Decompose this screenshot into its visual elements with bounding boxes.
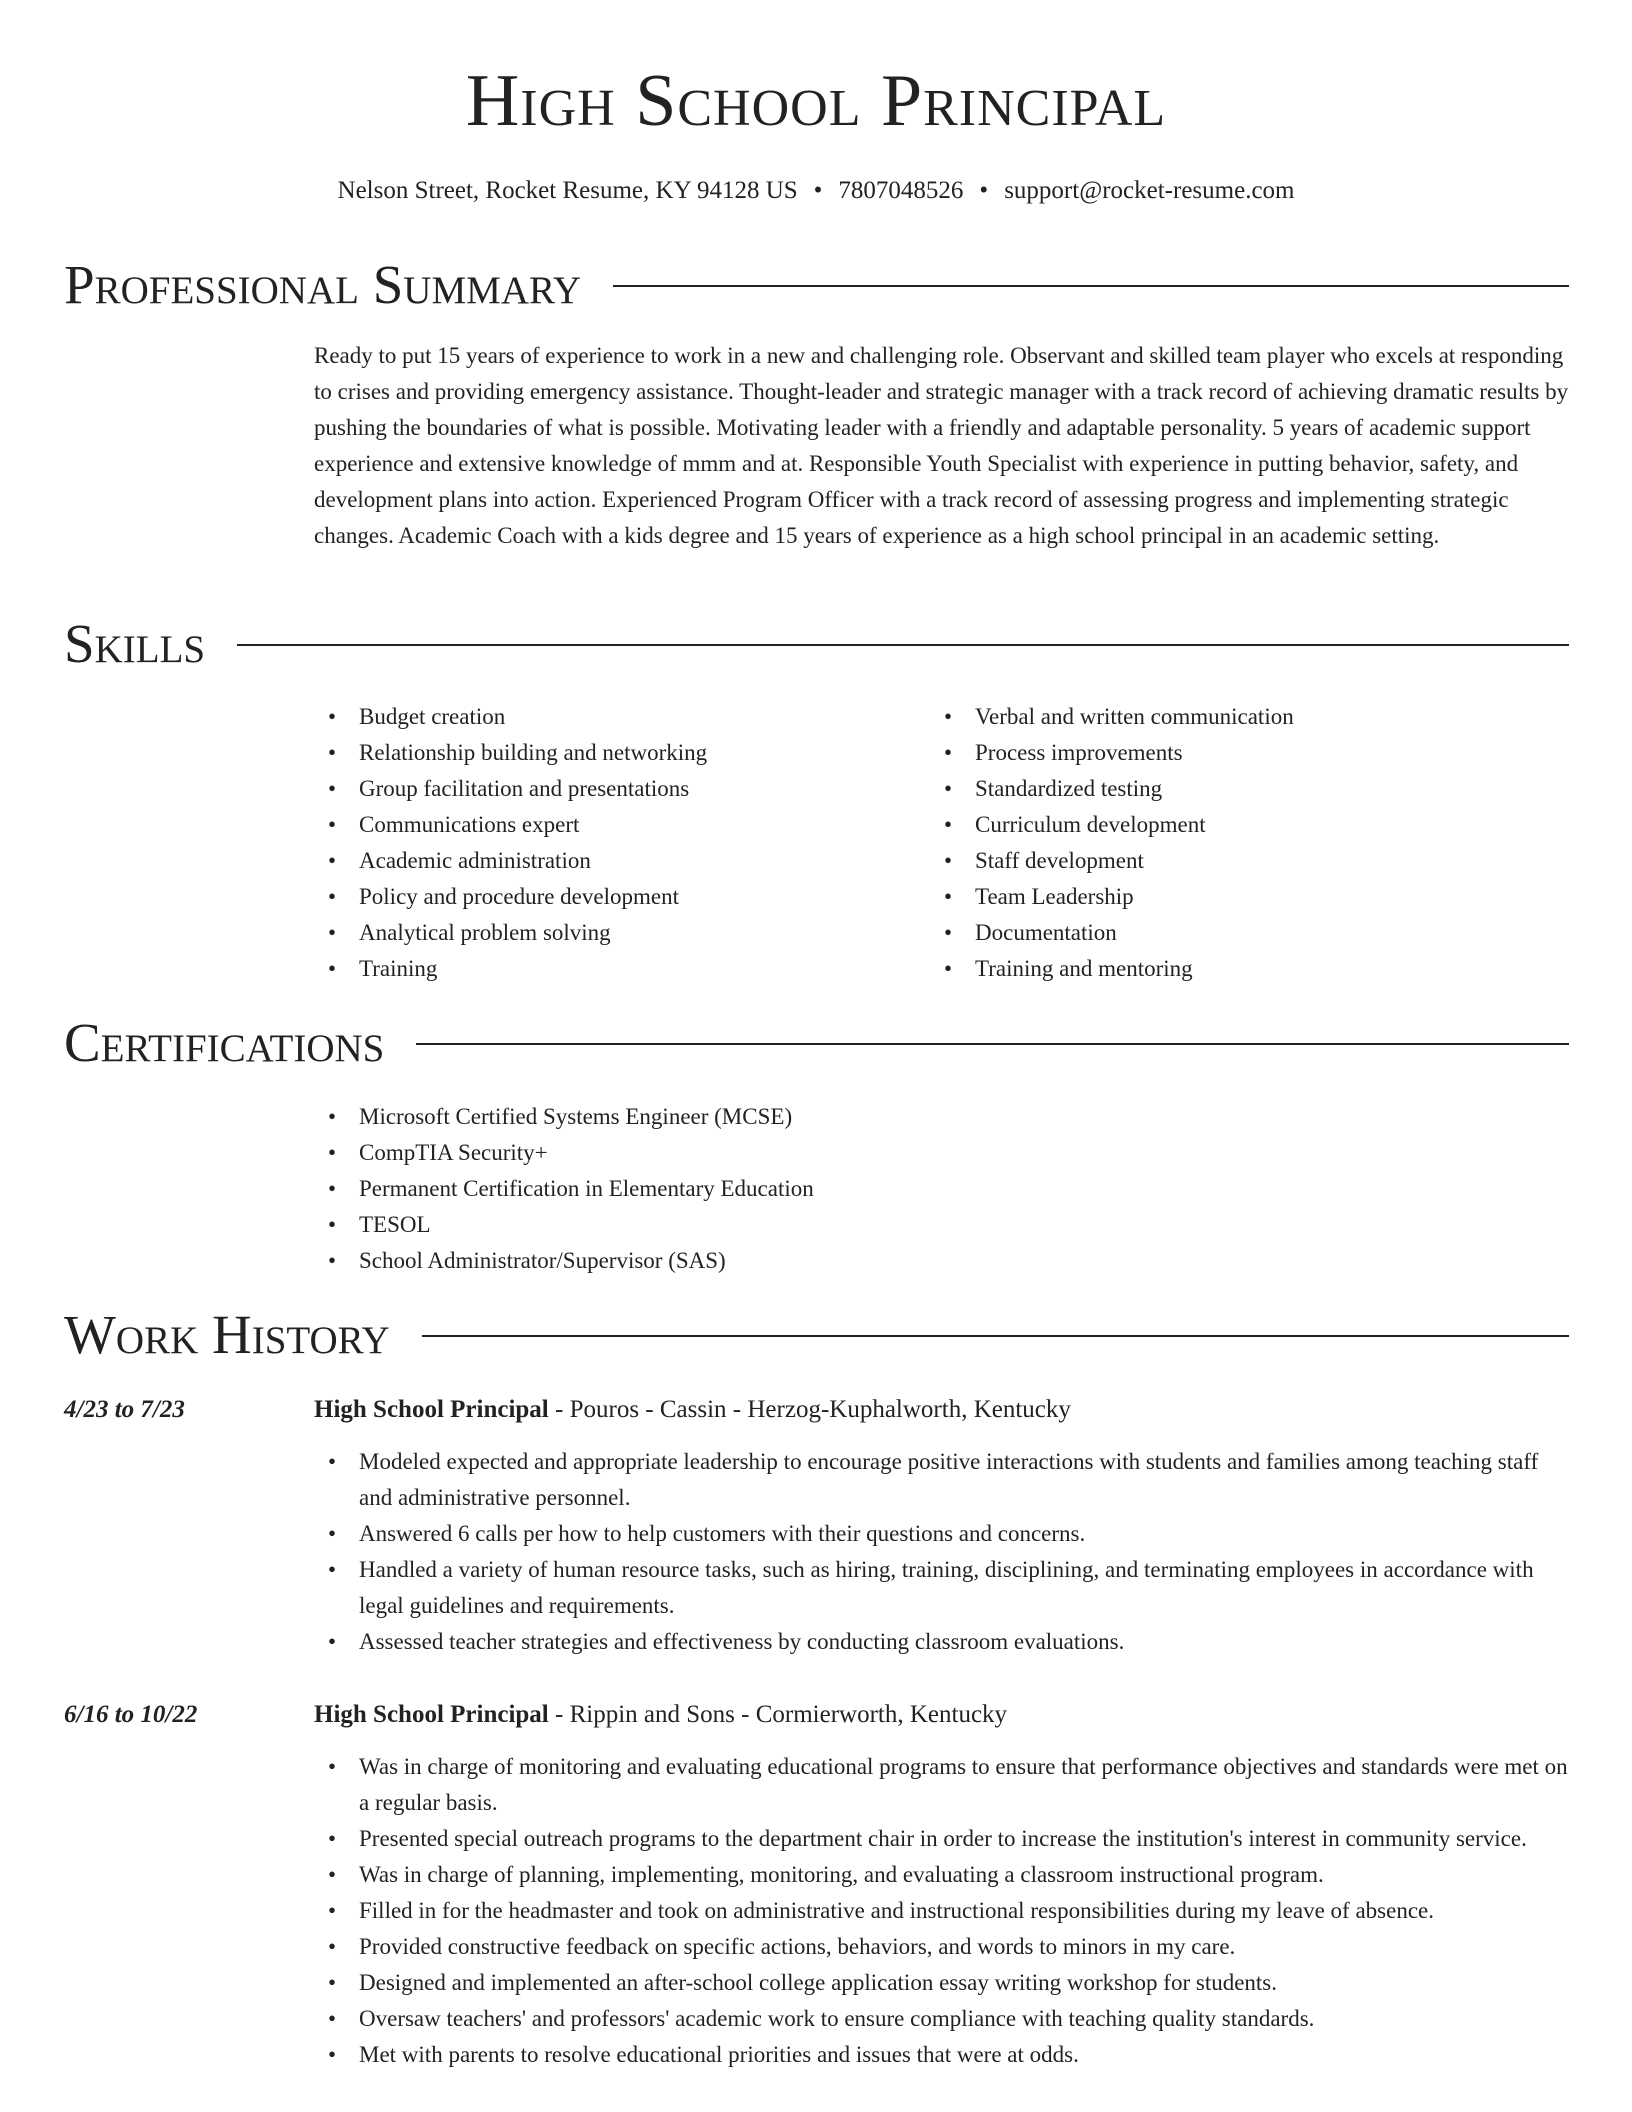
skill-item-text: Training and mentoring xyxy=(975,956,1193,981)
bullet-marker: • xyxy=(328,956,337,981)
skill-item xyxy=(314,915,914,951)
bullet-marker: • xyxy=(328,1212,337,1237)
bullet-marker: • xyxy=(944,848,953,873)
certification-item-text: Microsoft Certified Systems Engineer (MCSE) xyxy=(359,1104,793,1129)
certification-item-text: TESOL xyxy=(359,1212,431,1237)
skill-item-text: Standardized testing xyxy=(975,776,1163,801)
bullet-marker: • xyxy=(328,848,337,873)
job-heading xyxy=(314,1392,1569,1428)
job-bullet xyxy=(314,1516,1569,1552)
bullet-marker: • xyxy=(328,1934,337,1959)
skill-item-text: Academic administration xyxy=(359,848,591,873)
separator-1: • xyxy=(813,177,823,204)
job-bullet xyxy=(314,1624,1569,1660)
certification-item xyxy=(314,1099,1569,1135)
job-bullet-text: Was in charge of monitoring and evaluating educational programs to ensure that performance objectives and standards were met on a regular basis. xyxy=(359,1754,1568,1815)
section-divider xyxy=(237,644,1569,646)
skills-section-header xyxy=(64,611,1569,677)
job-bullet xyxy=(314,1821,1569,1857)
skill-item-text: Staff development xyxy=(975,848,1144,873)
bullet-marker: • xyxy=(944,920,953,945)
bullet-marker: • xyxy=(328,2042,337,2067)
job-bullet-text: Answered 6 calls per how to help customers with their questions and concerns. xyxy=(359,1521,1086,1546)
job-bullet xyxy=(314,1857,1569,1893)
job-bullet xyxy=(314,1552,1569,1624)
skill-item-text: Team Leadership xyxy=(975,884,1134,909)
bullet-marker: • xyxy=(328,1898,337,1923)
bullet-marker: • xyxy=(944,884,953,909)
job-bullet-text: Handled a variety of human resource tasks, such as hiring, training, disciplining, and terminating employees in accordance with legal guidelines and requirements. xyxy=(359,1557,1534,1618)
certification-item-text: School Administrator/Supervisor (SAS) xyxy=(359,1248,726,1273)
job-employer: - Rippin and Sons - Cormierworth, Kentucky xyxy=(548,1701,1008,1728)
job-bullet-text: Was in charge of planning, implementing, monitoring, and evaluating a classroom instructional program. xyxy=(359,1862,1324,1887)
skill-item xyxy=(314,951,914,987)
skill-item xyxy=(930,915,1570,951)
certification-item xyxy=(314,1207,1569,1243)
certification-item-text: CompTIA Security+ xyxy=(359,1140,548,1165)
section-divider xyxy=(613,285,1569,287)
job-bullet-text: Oversaw teachers' and professors' academic work to ensure compliance with teaching quality standards. xyxy=(359,2006,1315,2031)
skill-item xyxy=(314,699,914,735)
bullet-marker: • xyxy=(328,1140,337,1165)
bullet-marker: • xyxy=(328,776,337,801)
work-section-header xyxy=(64,1302,1569,1368)
certification-item xyxy=(314,1243,1569,1279)
job-bullets xyxy=(314,1749,1569,2073)
bullet-marker: • xyxy=(328,704,337,729)
skill-item xyxy=(930,843,1570,879)
address: Nelson Street, Rocket Resume, KY 94128 US xyxy=(337,177,798,204)
job-bullet xyxy=(314,2001,1569,2037)
skill-item-text: Verbal and written communication xyxy=(975,704,1294,729)
skill-item xyxy=(314,771,914,807)
skill-item xyxy=(930,807,1570,843)
email: support@rocket-resume.com xyxy=(1004,177,1295,204)
skills-list-left xyxy=(314,699,914,987)
job-employer: - Pouros - Cassin - Herzog-Kuphalworth, Kentucky xyxy=(548,1396,1071,1423)
bullet-marker: • xyxy=(328,1557,337,1582)
job-title: High School Principal xyxy=(314,1701,549,1728)
bullet-marker: • xyxy=(328,1521,337,1546)
skills-title: Skills xyxy=(64,613,206,674)
bullet-marker: • xyxy=(944,704,953,729)
certification-item xyxy=(314,1135,1569,1171)
skills-list-right xyxy=(930,699,1570,987)
work-title: Work History xyxy=(64,1304,390,1365)
bullet-marker: • xyxy=(328,1449,337,1474)
job-bullet-text: Provided constructive feedback on specific actions, behaviors, and words to minors in my care. xyxy=(359,1934,1236,1959)
certifications-list xyxy=(314,1099,1569,1279)
skill-item-text: Documentation xyxy=(975,920,1117,945)
section-divider xyxy=(422,1335,1569,1337)
job-bullet xyxy=(314,1965,1569,2001)
skill-item-text: Relationship building and networking xyxy=(359,740,708,765)
skill-item xyxy=(930,951,1570,987)
skill-item-text: Analytical problem solving xyxy=(359,920,611,945)
job-bullet-text: Designed and implemented an after-school college application essay writing workshop for students. xyxy=(359,1970,1278,1995)
bullet-marker: • xyxy=(328,1104,337,1129)
bullet-marker: • xyxy=(328,1629,337,1654)
bullet-marker: • xyxy=(944,740,953,765)
skill-item xyxy=(930,699,1570,735)
summary-title: Professional Summary xyxy=(64,254,582,315)
summary-section-header xyxy=(64,252,1569,318)
phone: 7807048526 xyxy=(838,177,964,204)
bullet-marker: • xyxy=(328,1754,337,1779)
skill-item-text: Group facilitation and presentations xyxy=(359,776,690,801)
job-bullet-text: Filled in for the headmaster and took on administrative and instructional responsibilities during my leave of absence. xyxy=(359,1898,1434,1923)
resume-name: High School Principal xyxy=(465,60,1167,142)
summary-text: Ready to put 15 years of experience to work in a new and challenging role. Observant and skilled team player who excels at responding to crises and providing emergency assistance. Thought-leader and strategic manager with a track record of achieving dramatic results by pushing the boundaries of what is possible. Motivating leader with a friendly and adaptable personality. 5 years of academic support experience and extensive knowledge of mmm and at. Responsible Youth Specialist with experience in putting behavior, safety, and development plans into action. Experienced Program Officer with a track record of assessing progress and implementing strategic changes. Academic Coach with a kids degree and 15 years of experience as a high school principal in an academic setting. xyxy=(314,343,1569,548)
section-divider xyxy=(416,1043,1569,1045)
bullet-marker: • xyxy=(328,1826,337,1851)
job-bullet-text: Modeled expected and appropriate leadership to encourage positive interactions with students and families among teaching staff and administrative personnel. xyxy=(359,1449,1539,1510)
job-bullet xyxy=(314,1749,1569,1821)
bullet-marker: • xyxy=(328,1176,337,1201)
job-dates: 4/23 to 7/23 xyxy=(64,1396,185,1423)
bullet-marker: • xyxy=(328,740,337,765)
certifications-section-header xyxy=(64,1010,1569,1076)
skill-item-text: Process improvements xyxy=(975,740,1183,765)
certifications-title: Certifications xyxy=(64,1012,385,1073)
certification-item xyxy=(314,1171,1569,1207)
skill-item xyxy=(314,879,914,915)
job-bullet xyxy=(314,1929,1569,1965)
bullet-marker: • xyxy=(944,812,953,837)
job-bullet-text: Assessed teacher strategies and effectiveness by conducting classroom evaluations. xyxy=(359,1629,1125,1654)
skill-item-text: Curriculum development xyxy=(975,812,1206,837)
certification-item-text: Permanent Certification in Elementary Education xyxy=(359,1176,814,1201)
skill-item-text: Communications expert xyxy=(359,812,580,837)
job-dates: 6/16 to 10/22 xyxy=(64,1701,198,1728)
job-bullet xyxy=(314,2037,1569,2073)
skill-item xyxy=(930,879,1570,915)
job-bullets xyxy=(314,1444,1569,1660)
job-bullet-text: Met with parents to resolve educational priorities and issues that were at odds. xyxy=(359,2042,1079,2067)
bullet-marker: • xyxy=(944,956,953,981)
skill-item-text: Training xyxy=(359,956,438,981)
job-bullet-text: Presented special outreach programs to the department chair in order to increase the institution's interest in community service. xyxy=(359,1826,1527,1851)
bullet-marker: • xyxy=(328,920,337,945)
job-title: High School Principal xyxy=(314,1396,549,1423)
contact-line xyxy=(0,176,1632,206)
skill-item xyxy=(314,735,914,771)
bullet-marker: • xyxy=(944,776,953,801)
bullet-marker: • xyxy=(328,812,337,837)
skill-item xyxy=(930,771,1570,807)
skill-item-text: Budget creation xyxy=(359,704,506,729)
bullet-marker: • xyxy=(328,1970,337,1995)
bullet-marker: • xyxy=(328,884,337,909)
job-heading xyxy=(314,1697,1569,1733)
skill-item-text: Policy and procedure development xyxy=(359,884,679,909)
skill-item xyxy=(314,843,914,879)
bullet-marker: • xyxy=(328,2006,337,2031)
job-bullet xyxy=(314,1444,1569,1516)
job-bullet xyxy=(314,1893,1569,1929)
separator-2: • xyxy=(979,177,989,204)
bullet-marker: • xyxy=(328,1862,337,1887)
skill-item xyxy=(314,807,914,843)
skill-item xyxy=(930,735,1570,771)
bullet-marker: • xyxy=(328,1248,337,1273)
